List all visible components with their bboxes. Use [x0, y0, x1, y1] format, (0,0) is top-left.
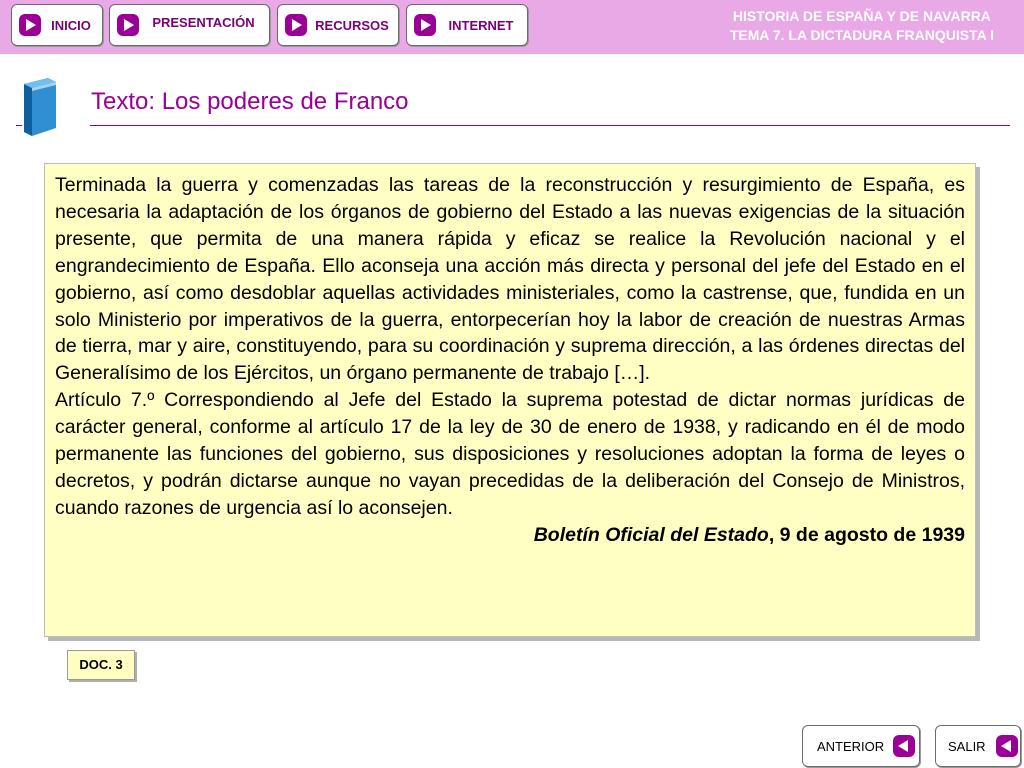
internet-button[interactable]	[406, 4, 528, 46]
anterior-button[interactable]	[802, 725, 920, 767]
doc-label-badge: DOC. 3	[67, 650, 135, 680]
recursos-button[interactable]	[277, 4, 399, 46]
book-icon	[18, 78, 58, 136]
document-paragraph-1: Terminada la guerra y comenzadas las tareas de la reconstrucción y resurgimiento de España, es necesaria la adaptación de los órganos de gobierno del Estado a las nuevas exigencias de la situación presente, que permita de una manera rápida y eficaz se realice la Revolución nacional y el engrandecimiento de España. Ello aconseja una acción más directa y personal del jefe del Estado en el gobierno, así como desdoblar aquellas actividades ministeriales, como la castrense, que, fundida en un solo Ministerio por imperativos de la guerra, entorpecerían hoy la labor de creación de nuestras Armas de tierra, mar y aire, constituyendo, para su coordinación y suprema dirección, a las órdenes directas del Generalísimo de los Ejércitos, un órgano permanente de trabajo […].	[55, 174, 965, 385]
inicio-label: INICIO	[51, 18, 91, 33]
document-source	[55, 522, 965, 549]
back-arrow-icon	[996, 735, 1018, 757]
presentacion-label: PRESENTACIÓN	[152, 15, 255, 30]
document-text-box	[44, 163, 976, 637]
page-title: Texto: Los poderes de Franco	[91, 88, 409, 115]
source-date: , 9 de agosto de 1939	[768, 523, 965, 546]
title-divider	[90, 125, 1010, 126]
salir-button[interactable]	[935, 725, 1021, 767]
inicio-button[interactable]	[11, 4, 103, 46]
document-paragraph-2: Artículo 7.º Correspondiendo al Jefe del Estado la suprema potestad de dictar normas jurídicas de carácter general, conforme al artículo 17 de la ley de 30 de enero de 1938, y radicando en él de modo permanente las funciones del gobierno, sus disposiciones y resoluciones adoptan la forma de leyes o decretos, y podrán dictarse aunque no vayan precedidas de la deliberación del Consejo de Ministros, cuando razones de urgencia así lo aconsejen.	[55, 389, 965, 519]
play-icon	[414, 14, 436, 36]
title-divider-left	[16, 125, 22, 126]
presentacion-button[interactable]	[109, 4, 270, 46]
internet-label: INTERNET	[448, 18, 514, 33]
course-title: HISTORIA DE ESPAÑA Y DE NAVARRA	[732, 8, 991, 24]
back-arrow-icon	[893, 735, 915, 757]
play-icon	[19, 14, 41, 36]
source-title: Boletín Oficial del Estado	[533, 523, 769, 546]
salir-label: SALIR	[948, 739, 986, 754]
recursos-label: RECURSOS	[315, 18, 389, 33]
unit-title: TEMA 7. LA DICTADURA FRANQUISTA I	[729, 27, 994, 43]
play-icon	[285, 14, 307, 36]
anterior-label: ANTERIOR	[817, 739, 885, 754]
top-navigation-bar	[0, 0, 1024, 54]
course-header	[730, 7, 994, 45]
play-icon	[117, 14, 139, 36]
